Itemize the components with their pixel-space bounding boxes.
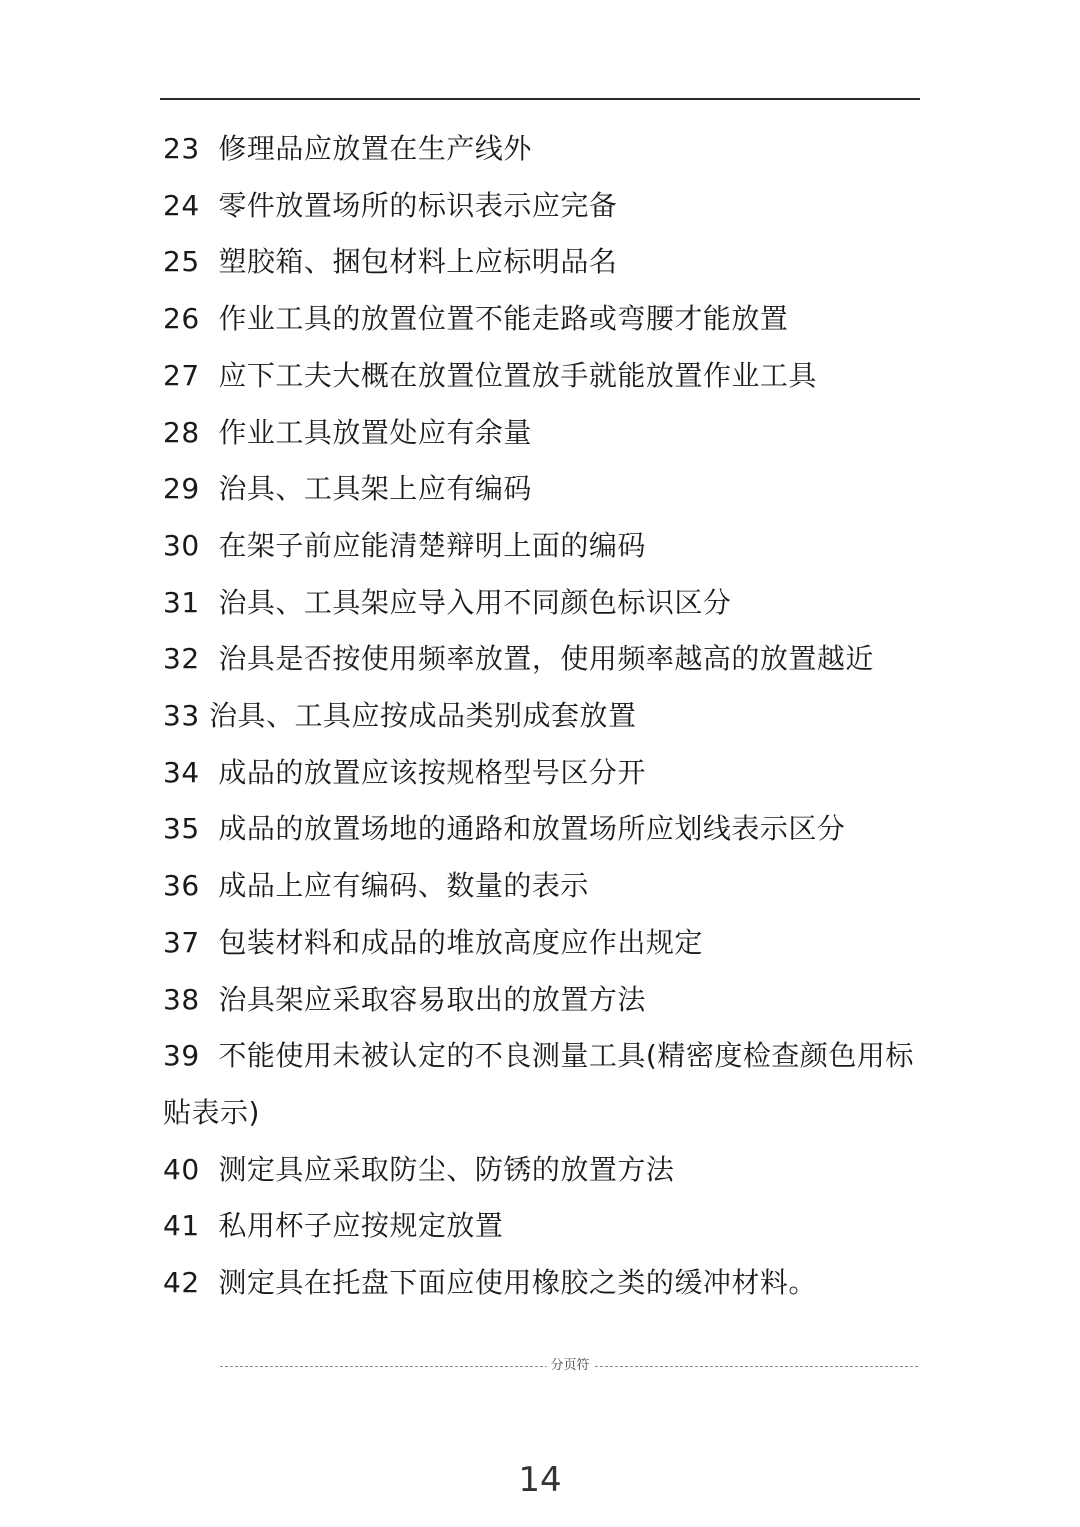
list-item: 23 修理品应放置在生产线外	[163, 132, 532, 165]
checklist	[163, 121, 923, 1312]
list-item: 35 成品的放置场地的通路和放置场所应划线表示区分	[163, 812, 846, 846]
list-item: 27 应下工夫大概在放置位置放手就能放置作业工具	[163, 358, 817, 392]
list-item: 26 作业工具的放置位置不能走路或弯腰才能放置	[163, 302, 789, 336]
list-item: 40 测定具应采取防尘、防锈的放置方法	[163, 1152, 675, 1186]
list-item: 31 治具、工具架应导入用不同颜色标识区分	[163, 585, 732, 619]
list-item: 34 成品的放置应该按规格型号区分开	[163, 755, 646, 789]
page-number: 14	[518, 1460, 562, 1500]
list-item: 30 在架子前应能清楚辩明上面的编码	[163, 528, 646, 562]
list-item: 37 包装材料和成品的堆放高度应作出规定	[163, 925, 703, 959]
list-item: 28 作业工具放置处应有余量	[163, 415, 532, 449]
header-rule	[160, 98, 920, 100]
list-item: 41 私用杯子应按规定放置	[163, 1209, 504, 1243]
list-item: 24 零件放置场所的标识表示应完备	[163, 188, 618, 222]
list-item: 33 治具、工具应按成品类别成套放置	[163, 699, 637, 733]
list-item: 39 不能使用未被认定的不良测量工具(精密度检查颜色用标贴表示)	[163, 1039, 914, 1129]
list-item: 36 成品上应有编码、数量的表示	[163, 869, 589, 903]
list-item: 42 测定具在托盘下面应使用橡胶之类的缓冲材料。	[163, 1266, 817, 1300]
list-item: 25 塑胶箱、捆包材料上应标明品名	[163, 245, 618, 279]
list-item: 32 治具是否按使用频率放置，使用频率越高的放置越近	[163, 642, 874, 676]
page-break-label: 分页符	[546, 1357, 593, 1375]
list-item: 29 治具、工具架上应有编码	[163, 472, 532, 506]
list-item: 38 治具架应采取容易取出的放置方法	[163, 982, 646, 1016]
